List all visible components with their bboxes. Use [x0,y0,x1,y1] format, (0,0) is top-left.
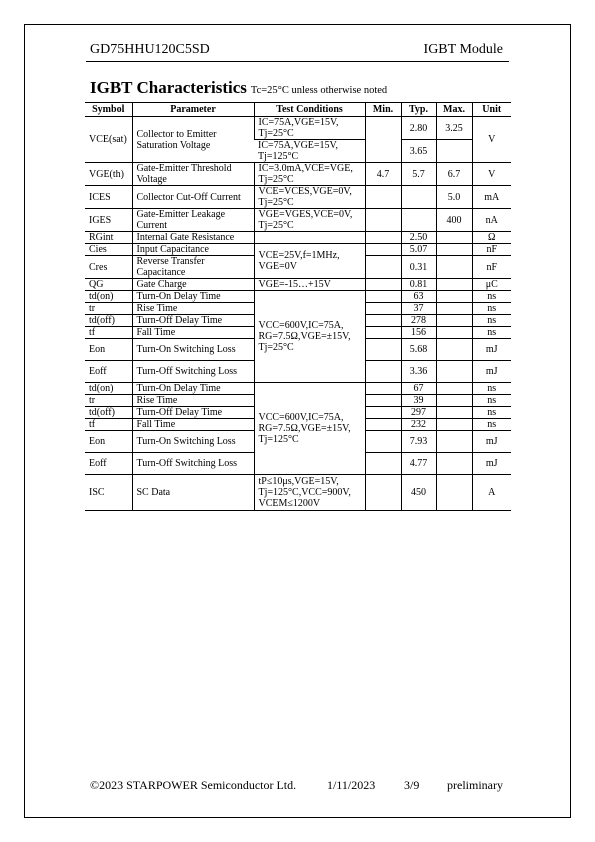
cell-parameter: Turn-Off Switching Loss [132,453,254,475]
header-rule [86,61,509,62]
title-main: IGBT Characteristics [90,78,247,97]
cell-typ: 0.81 [401,279,436,291]
cell-typ: 450 [401,475,436,511]
cell-unit: V [472,117,511,163]
cell-min [365,279,401,291]
table-row [85,475,511,511]
cell-parameter: Rise Time [132,395,254,407]
cell-typ: 5.07 [401,244,436,256]
cell-symbol: td(on) [85,383,132,395]
table-row [85,279,511,291]
cell-symbol: td(on) [85,291,132,303]
cell-condition: VCC=600V,IC=75A, RG=7.5Ω,VGE=±15V, Tj=125°C [254,383,365,475]
cell-symbol: Cres [85,256,132,279]
cell-max [436,303,472,315]
cell-condition: IC=75A,VGE=15V, Tj=25°C [254,117,365,140]
col-symbol: Symbol [85,103,132,117]
cell-min [365,327,401,339]
cell-parameter: SC Data [132,475,254,511]
cell-unit: mJ [472,339,511,361]
cell-parameter: Gate-Emitter Leakage Current [132,209,254,232]
cell-unit: μC [472,279,511,291]
cell-unit: nF [472,256,511,279]
cell-symbol: tf [85,327,132,339]
cell-symbol: tr [85,303,132,315]
cell-parameter: Turn-On Switching Loss [132,431,254,453]
cell-max: 5.0 [436,186,472,209]
cell-typ: 4.77 [401,453,436,475]
cell-min [365,291,401,303]
cell-max [436,140,472,163]
cell-typ: 7.93 [401,431,436,453]
cell-max [436,291,472,303]
cell-parameter: Collector to Emitter Saturation Voltage [132,117,254,163]
cell-condition: VGE=VGES,VCE=0V, Tj=25°C [254,209,365,232]
cell-min [365,186,401,209]
cell-parameter: Internal Gate Resistance [132,232,254,244]
cell-symbol: QG [85,279,132,291]
table-row [85,209,511,232]
cell-condition: IC=3.0mA,VCE=VGE, Tj=25°C [254,163,365,186]
cell-min [365,256,401,279]
cell-parameter: Input Capacitance [132,244,254,256]
table-header-row [85,103,511,117]
cell-parameter: Collector Cut-Off Current [132,186,254,209]
cell-symbol: td(off) [85,407,132,419]
cell-max [436,327,472,339]
cell-parameter: Gate Charge [132,279,254,291]
cell-symbol: VGE(th) [85,163,132,186]
cell-parameter: Fall Time [132,327,254,339]
cell-condition: VGE=-15…+15V [254,279,365,291]
cell-typ: 39 [401,395,436,407]
col-min: Min. [365,103,401,117]
cell-unit: ns [472,419,511,431]
cell-min [365,361,401,383]
cell-typ: 278 [401,315,436,327]
cell-parameter: Turn-On Delay Time [132,291,254,303]
cell-unit: ns [472,291,511,303]
cell-parameter: Turn-On Delay Time [132,383,254,395]
cell-typ: 0.31 [401,256,436,279]
table-row [85,186,511,209]
col-test-conditions: Test Conditions [254,103,365,117]
cell-min [365,339,401,361]
cell-max [436,431,472,453]
cell-symbol: Eon [85,339,132,361]
igbt-characteristics-table [85,102,511,511]
cell-max [436,339,472,361]
cell-min [365,383,401,395]
cell-min: 4.7 [365,163,401,186]
cell-symbol: tr [85,395,132,407]
cell-symbol: IGES [85,209,132,232]
footer-date: 1/11/2023 [327,778,376,792]
cell-max [436,407,472,419]
table-row [85,163,511,186]
cell-symbol: Cies [85,244,132,256]
cell-min [365,244,401,256]
cell-max [436,419,472,431]
cell-max [436,232,472,244]
cell-condition: tP≤10μs,VGE=15V, Tj=125°C,VCC=900V, VCEM≤1200V [254,475,365,511]
cell-max [436,256,472,279]
cell-symbol: ISC [85,475,132,511]
footer-page-number: 3/9 [404,778,420,792]
cell-unit: nA [472,209,511,232]
cell-typ: 2.50 [401,232,436,244]
cell-symbol: RGint [85,232,132,244]
cell-max [436,475,472,511]
cell-symbol: tf [85,419,132,431]
footer-status: preliminary [447,778,503,792]
cell-unit: ns [472,383,511,395]
cell-min [365,407,401,419]
col-unit: Unit [472,103,511,117]
cell-min [365,315,401,327]
cell-max [436,383,472,395]
cell-typ: 67 [401,383,436,395]
footer-copyright: ©2023 STARPOWER Semiconductor Ltd. [90,778,297,792]
table-row [85,383,511,395]
cell-unit: ns [472,303,511,315]
cell-parameter: Reverse Transfer Capacitance [132,256,254,279]
cell-max [436,279,472,291]
cell-symbol: VCE(sat) [85,117,132,163]
cell-max [436,453,472,475]
header-model: GD75HHU120C5SD [90,42,210,57]
cell-max [436,315,472,327]
cell-max: 3.25 [436,117,472,140]
cell-typ: 297 [401,407,436,419]
cell-symbol: Eoff [85,453,132,475]
cell-min [365,395,401,407]
cell-max: 6.7 [436,163,472,186]
cell-typ: 3.65 [401,140,436,163]
cell-unit: A [472,475,511,511]
cell-min [365,209,401,232]
cell-parameter: Turn-Off Switching Loss [132,361,254,383]
cell-typ: 2.80 [401,117,436,140]
cell-parameter: Turn-On Switching Loss [132,339,254,361]
cell-parameter: Gate-Emitter Threshold Voltage [132,163,254,186]
title-note: Tc=25°C unless otherwise noted [250,85,388,96]
header-type: IGBT Module [423,42,503,57]
col-max: Max. [436,103,472,117]
cell-unit: mJ [472,453,511,475]
cell-min [365,475,401,511]
cell-condition: VCE=VCES,VGE=0V, Tj=25°C [254,186,365,209]
cell-min [365,303,401,315]
cell-parameter: Turn-Off Delay Time [132,407,254,419]
cell-symbol: Eon [85,431,132,453]
cell-min [365,453,401,475]
table-row [85,232,511,244]
cell-parameter: Fall Time [132,419,254,431]
cell-unit: mJ [472,431,511,453]
col-typ: Typ. [401,103,436,117]
cell-typ: 37 [401,303,436,315]
cell-typ: 63 [401,291,436,303]
cell-typ: 3.36 [401,361,436,383]
cell-unit: nF [472,244,511,256]
cell-max: 400 [436,209,472,232]
cell-unit: mA [472,186,511,209]
cell-typ: 232 [401,419,436,431]
cell-unit: ns [472,327,511,339]
cell-max [436,395,472,407]
cell-condition: IC=75A,VGE=15V, Tj=125°C [254,140,365,163]
cell-condition [254,232,365,244]
table-row [85,291,511,303]
section-title [90,78,387,98]
cell-unit: mJ [472,361,511,383]
cell-symbol: Eoff [85,361,132,383]
cell-typ: 5.7 [401,163,436,186]
cell-typ: 5.68 [401,339,436,361]
table-row [85,244,511,256]
cell-typ [401,186,436,209]
cell-max [436,244,472,256]
cell-unit: ns [472,315,511,327]
cell-symbol: ICES [85,186,132,209]
cell-typ: 156 [401,327,436,339]
cell-min [365,117,401,163]
cell-min [365,431,401,453]
cell-parameter: Turn-Off Delay Time [132,315,254,327]
cell-unit: V [472,163,511,186]
cell-unit: ns [472,407,511,419]
table-row [85,117,511,140]
cell-min [365,232,401,244]
cell-symbol: td(off) [85,315,132,327]
cell-condition: VCC=600V,IC=75A, RG=7.5Ω,VGE=±15V, Tj=25°C [254,291,365,383]
cell-condition: VCE=25V,f=1MHz, VGE=0V [254,244,365,279]
cell-typ [401,209,436,232]
cell-unit: ns [472,395,511,407]
cell-min [365,419,401,431]
col-parameter: Parameter [132,103,254,117]
cell-unit: Ω [472,232,511,244]
cell-max [436,361,472,383]
cell-parameter: Rise Time [132,303,254,315]
